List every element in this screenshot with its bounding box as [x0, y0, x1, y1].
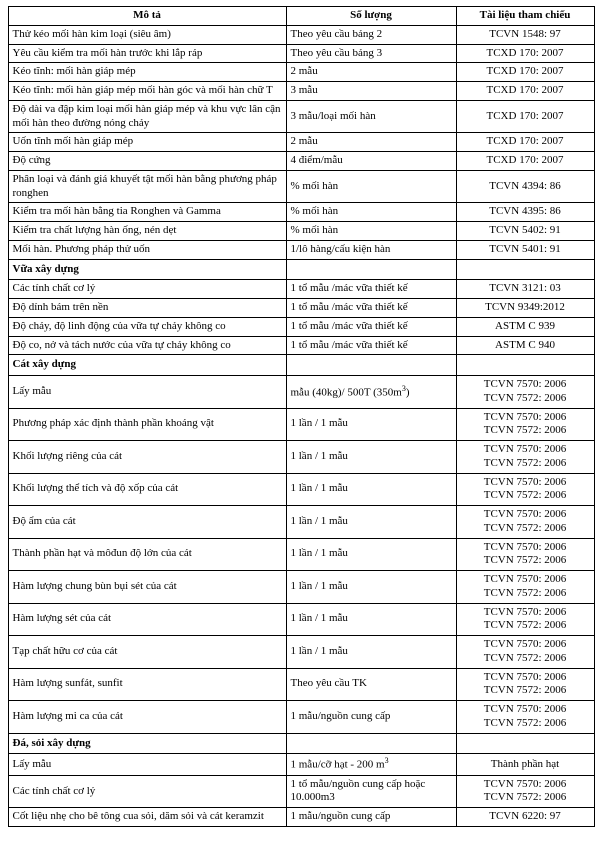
- section-title: Vữa xây dựng: [8, 259, 286, 280]
- cell-quantity: % mối hàn: [286, 222, 456, 241]
- table-header-row: [8, 7, 594, 26]
- reference-line: TCXD 170: 2007: [486, 135, 564, 148]
- cell-reference: [456, 63, 594, 82]
- table-row: [8, 133, 594, 152]
- table-row: [8, 473, 594, 506]
- cell-reference: [456, 100, 594, 133]
- cell-description: Độ cứng: [8, 152, 286, 171]
- reference-line: TCVN 5401: 91: [489, 242, 561, 255]
- cell-quantity: 1 mẫu/nguồn cung cấp: [286, 701, 456, 734]
- reference-line: TCVN 7570: 2006: [483, 540, 567, 553]
- table-row: [8, 82, 594, 101]
- cell-reference: [456, 240, 594, 259]
- cell-quantity: 2 mẫu: [286, 63, 456, 82]
- section-reference: [456, 733, 594, 754]
- reference-line: Thành phần hạt: [490, 757, 560, 770]
- reference-line: TCVN 7572: 2006: [483, 791, 567, 804]
- cell-quantity: 1 mẫu/nguồn cung cấp: [286, 808, 456, 827]
- column-header-description: Mô tả: [8, 7, 286, 26]
- cell-reference: [456, 376, 594, 409]
- reference-line: TCVN 7570: 2006: [483, 638, 567, 650]
- table-section-row: [8, 733, 594, 754]
- cell-description: Mối hàn. Phương pháp thử uốn: [8, 240, 286, 259]
- cell-quantity: 1 tổ mẫu /mác vữa thiết kế: [286, 336, 456, 355]
- table-body: [8, 25, 594, 826]
- reference-line: TCVN 7572: 2006: [483, 424, 567, 437]
- cell-quantity: 1 tổ mẫu /mác vữa thiết kế: [286, 299, 456, 318]
- reference-line: TCVN 3121: 03: [489, 282, 561, 295]
- reference-line: TCVN 7572: 2006: [483, 651, 567, 664]
- cell-description: Độ dài va đập kim loại mối hàn giáp mép và khu vực lân cận mối hàn theo đường nóng chảy: [8, 100, 286, 133]
- table-row: [8, 668, 594, 701]
- cell-reference: [456, 152, 594, 171]
- cell-reference: [456, 44, 594, 63]
- table-row: [8, 441, 594, 474]
- reference-line: TCVN 7570: 2006: [483, 410, 567, 423]
- cell-description: Phân loại và đánh giá khuyết tật mối hàn bằng phương pháp ronghen: [8, 170, 286, 203]
- reference-line: ASTM C 939: [495, 319, 555, 332]
- table-row: [8, 571, 594, 604]
- cell-description: Tạp chất hữu cơ của cát: [8, 636, 286, 669]
- cell-description: Kéo tĩnh: mối hàn giáp mép mối hàn góc và mối hàn chữ T: [8, 82, 286, 101]
- table-row: [8, 25, 594, 44]
- cell-quantity: 1 lần / 1 mẫu: [286, 571, 456, 604]
- section-reference: [456, 355, 594, 376]
- reference-line: TCVN 7572: 2006: [483, 489, 567, 502]
- reference-line: TCVN 7570: 2006: [483, 573, 567, 585]
- reference-line: TCVN 9349:2012: [485, 301, 565, 313]
- table-row: [8, 808, 594, 827]
- cell-description: Uốn tĩnh mối hàn giáp mép: [8, 133, 286, 152]
- cell-quantity: Theo yêu cầu TK: [286, 668, 456, 701]
- cell-reference: [456, 133, 594, 152]
- table-row: [8, 336, 594, 355]
- cell-reference: [456, 441, 594, 474]
- cell-description: Khối lượng thể tích và độ xốp của cát: [8, 473, 286, 506]
- reference-line: TCVN 7572: 2006: [483, 619, 567, 632]
- cell-description: Kéo tĩnh: mối hàn giáp mép: [8, 63, 286, 82]
- cell-reference: [456, 25, 594, 44]
- table-row: [8, 775, 594, 808]
- table-row: [8, 701, 594, 734]
- cell-description: Yêu cầu kiểm tra mối hàn trước khi lắp ráp: [8, 44, 286, 63]
- cell-reference: [456, 775, 594, 808]
- cell-reference: [456, 636, 594, 669]
- reference-line: TCVN 4394: 86: [489, 179, 561, 192]
- cell-description: Các tính chất cơ lý: [8, 775, 286, 808]
- cell-quantity: Theo yêu cầu bảng 3: [286, 44, 456, 63]
- cell-reference: [456, 408, 594, 441]
- reference-line: TCVN 7572: 2006: [483, 391, 567, 404]
- cell-reference: [456, 299, 594, 318]
- reference-line: TCVN 7570: 2006: [483, 378, 567, 390]
- cell-reference: [456, 538, 594, 571]
- cell-description: Độ chảy, độ linh động của vữa tự chảy không co: [8, 317, 286, 336]
- reference-line: TCVN 7572: 2006: [483, 586, 567, 599]
- reference-line: TCVN 7570: 2006: [483, 703, 567, 715]
- table-row: [8, 203, 594, 222]
- cell-reference: [456, 701, 594, 734]
- superscript: 3: [384, 756, 389, 766]
- cell-quantity: 1 tổ mẫu /mác vữa thiết kế: [286, 317, 456, 336]
- cell-reference: [456, 754, 594, 775]
- table-row: [8, 280, 594, 299]
- cell-quantity: % mối hàn: [286, 170, 456, 203]
- cell-description: Lấy mẫu: [8, 754, 286, 775]
- column-header-quantity: Số lượng: [286, 7, 456, 26]
- cell-quantity: 1 lần / 1 mẫu: [286, 506, 456, 539]
- reference-line: TCVN 7572: 2006: [483, 554, 567, 567]
- table-row: [8, 754, 594, 775]
- reference-line: TCVN 5402: 91: [489, 224, 561, 236]
- reference-line: TCXD 170: 2007: [486, 84, 564, 96]
- section-quantity: [286, 733, 456, 754]
- cell-reference: [456, 603, 594, 636]
- cell-description: Kiểm tra mối hàn bằng tia Ronghen và Gamma: [8, 203, 286, 222]
- requirements-table: [8, 6, 595, 827]
- section-quantity: [286, 259, 456, 280]
- cell-reference: [456, 506, 594, 539]
- reference-line: TCXD 170: 2007: [486, 46, 564, 59]
- table-row: [8, 603, 594, 636]
- cell-quantity: 1 lần / 1 mẫu: [286, 473, 456, 506]
- cell-description: Hàm lượng chung bùn bụi sét của cát: [8, 571, 286, 604]
- cell-description: Độ co, nở và tách nước của vữa tự chảy không co: [8, 336, 286, 355]
- cell-reference: [456, 571, 594, 604]
- table-row: [8, 299, 594, 318]
- cell-quantity: 1 tổ mẫu /mác vữa thiết kế: [286, 280, 456, 299]
- reference-line: TCVN 7570: 2006: [483, 475, 567, 488]
- cell-description: Cốt liệu nhẹ cho bê tông cua sỏi, dăm sỏi và cát keramzit: [8, 808, 286, 827]
- reference-line: TCXD 170: 2007: [486, 154, 564, 166]
- table-row: [8, 152, 594, 171]
- table-row: [8, 506, 594, 539]
- cell-quantity: mẫu (40kg)/ 500T $(350m^3)$: [286, 376, 456, 409]
- cell-description: Hàm lượng sét của cát: [8, 603, 286, 636]
- reference-line: TCVN 7570: 2006: [483, 670, 567, 683]
- cell-quantity: 1 lần / 1 mẫu: [286, 603, 456, 636]
- section-title: Đá, sỏi xây dựng: [8, 733, 286, 754]
- cell-quantity: 1 lần / 1 mẫu: [286, 636, 456, 669]
- cell-description: Hàm lượng mi ca của cát: [8, 701, 286, 734]
- cell-description: Các tính chất cơ lý: [8, 280, 286, 299]
- cell-quantity: 3 mẫu: [286, 82, 456, 101]
- reference-line: TCVN 7570: 2006: [483, 605, 567, 618]
- cell-description: Độ ẩm của cát: [8, 506, 286, 539]
- cell-quantity: 4 điểm/mẫu: [286, 152, 456, 171]
- reference-line: TCVN 1548: 97: [489, 27, 561, 40]
- reference-line: TCVN 7570: 2006: [483, 508, 567, 520]
- section-quantity: [286, 355, 456, 376]
- reference-line: TCVN 7572: 2006: [483, 716, 567, 729]
- cell-description: Lấy mẫu: [8, 376, 286, 409]
- cell-quantity: 1 lần / 1 mẫu: [286, 441, 456, 474]
- cell-reference: [456, 280, 594, 299]
- table-row: [8, 100, 594, 133]
- reference-line: TCXD 170: 2007: [486, 65, 564, 78]
- cell-quantity: Theo yêu cầu bảng 2: [286, 25, 456, 44]
- cell-reference: [456, 222, 594, 241]
- cell-reference: [456, 82, 594, 101]
- table-row: [8, 240, 594, 259]
- cell-description: Độ dính bám trên nền: [8, 299, 286, 318]
- cell-quantity: 1 tổ mẫu/nguồn cung cấp hoặc 10.000m3: [286, 775, 456, 808]
- cell-quantity: 1/lô hàng/cấu kiện hàn: [286, 240, 456, 259]
- cell-quantity: 3 mẫu/loại mối hàn: [286, 100, 456, 133]
- cell-description: Thành phần hạt và môđun độ lớn của cát: [8, 538, 286, 571]
- cell-reference: [456, 668, 594, 701]
- reference-line: TCVN 6220: 97: [489, 810, 561, 823]
- cell-description: Kiểm tra chất lượng hàn ống, nén dẹt: [8, 222, 286, 241]
- table-row: [8, 317, 594, 336]
- cell-reference: [456, 336, 594, 355]
- cell-description: Khối lượng riêng của cát: [8, 441, 286, 474]
- table-row: [8, 170, 594, 203]
- table-section-row: [8, 259, 594, 280]
- section-title: Cát xây dựng: [8, 355, 286, 376]
- reference-line: TCVN 7572: 2006: [483, 456, 567, 469]
- cell-quantity: 1 mẫu/cỡ hạt - 200 $m^3$: [286, 754, 456, 775]
- cell-quantity: 1 lần / 1 mẫu: [286, 408, 456, 441]
- column-header-reference: Tài liệu tham chiếu: [456, 7, 594, 26]
- superscript: 3: [401, 383, 406, 393]
- table-row: [8, 222, 594, 241]
- cell-description: Phương pháp xác định thành phần khoáng vật: [8, 408, 286, 441]
- cell-quantity: 2 mẫu: [286, 133, 456, 152]
- cell-quantity: % mối hàn: [286, 203, 456, 222]
- cell-reference: [456, 317, 594, 336]
- table-section-row: [8, 355, 594, 376]
- cell-quantity: 1 lần / 1 mẫu: [286, 538, 456, 571]
- table-row: [8, 44, 594, 63]
- section-reference: [456, 259, 594, 280]
- table-row: [8, 408, 594, 441]
- reference-line: TCVN 7572: 2006: [483, 521, 567, 534]
- cell-description: Thử kéo mối hàn kim loại (siêu âm): [8, 25, 286, 44]
- reference-line: TCXD 170: 2007: [486, 109, 564, 122]
- cell-reference: [456, 473, 594, 506]
- reference-line: TCVN 7570: 2006: [483, 443, 567, 455]
- table-row: [8, 538, 594, 571]
- cell-description: Hàm lượng sunfát, sunfit: [8, 668, 286, 701]
- reference-line: TCVN 7572: 2006: [483, 684, 567, 697]
- reference-line: ASTM C 940: [495, 338, 555, 351]
- reference-line: TCVN 4395: 86: [489, 205, 561, 218]
- table-row: [8, 376, 594, 409]
- cell-reference: [456, 203, 594, 222]
- table-header: [8, 7, 594, 26]
- reference-line: TCVN 7570: 2006: [483, 777, 567, 790]
- cell-reference: [456, 808, 594, 827]
- cell-reference: [456, 170, 594, 203]
- table-row: [8, 636, 594, 669]
- table-row: [8, 63, 594, 82]
